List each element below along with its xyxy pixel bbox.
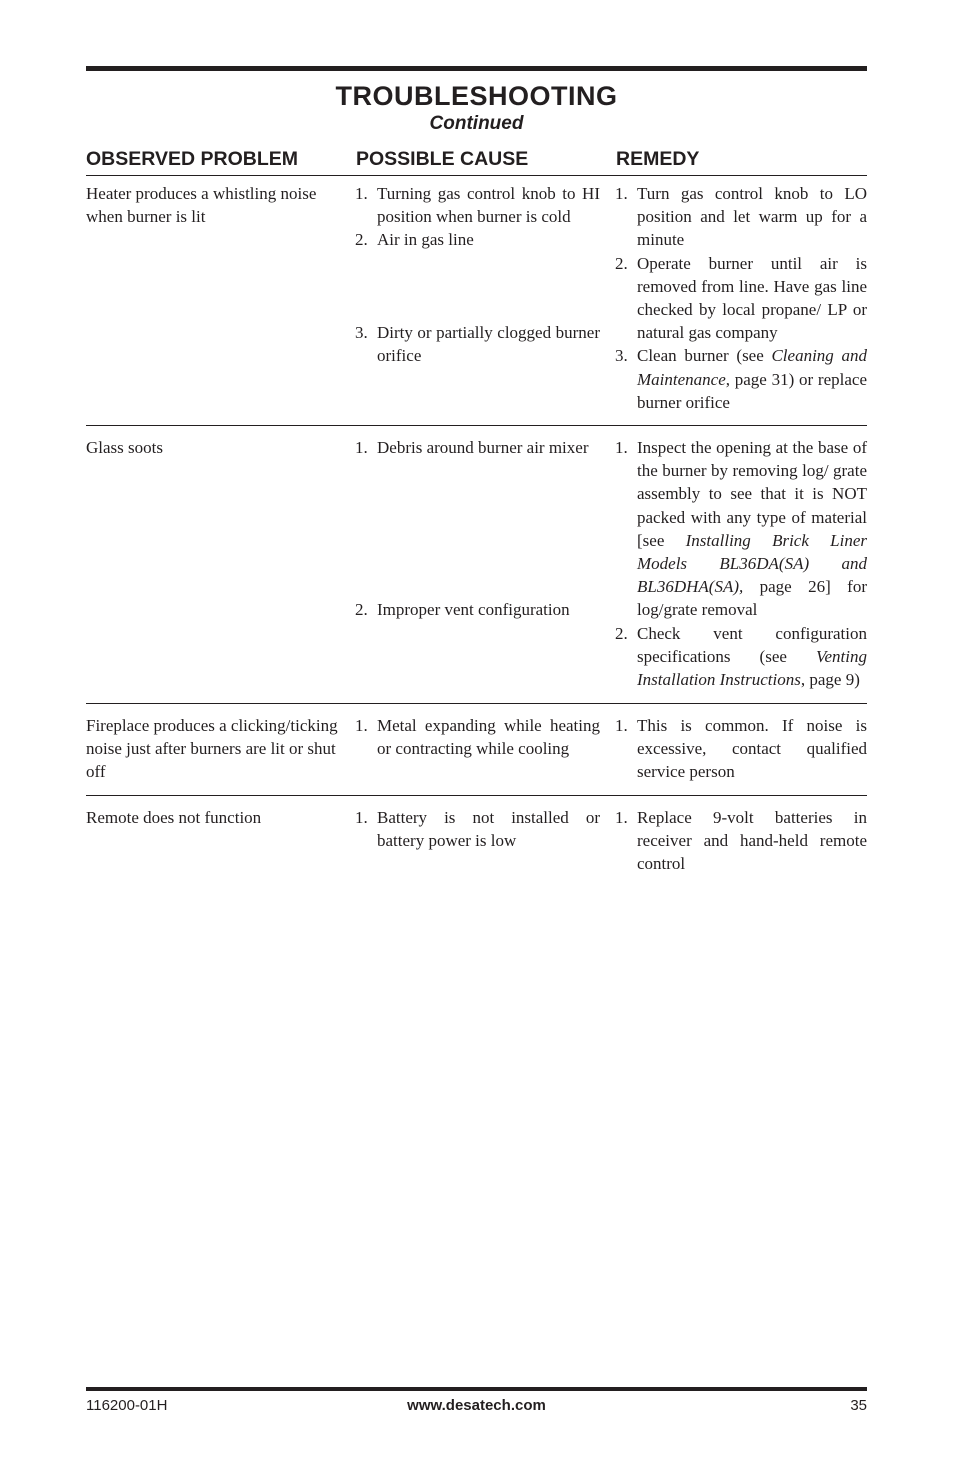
remedy-text: Check vent configuration specifications (see Venting Installation Instructions, page 9): [637, 623, 867, 690]
observed-problem: Heater produces a whistling noise when burner is lit: [86, 184, 317, 227]
remedy-item: 1. This is common. If noise is excessive, contact qualified service person: [615, 714, 867, 784]
remedy-text: Operate burner until air is removed from line. Have gas line checked by local propane/ LP or natural gas company: [637, 253, 867, 343]
page-subtitle: Continued: [429, 113, 524, 134]
remedy-list: [615, 436, 867, 691]
cause-list: [355, 436, 600, 622]
remedy-item: 2. Operate burner until air is removed from line. Have gas line checked by local propane/ LP or natural gas company: [615, 252, 867, 345]
document-number: 116200-01H: [86, 1397, 168, 1414]
header-rule: [86, 175, 867, 176]
row-divider: [86, 795, 867, 796]
remedy-text: Inspect the opening at the base of the burner by removing log/ grate assembly to see that it is NOT packed with any type of material [see Installing Brick Liner Models BL36DA(SA) and BL36DHA(SA), page 26] for log/grate removal: [637, 438, 867, 620]
remedy-text: This is common. If noise is excessive, contact qualified service person: [637, 716, 867, 782]
column-header-cause: POSSIBLE CAUSE: [356, 148, 529, 170]
remedy-text: Replace 9-volt batteries in receiver and hand-held remote control: [637, 808, 867, 874]
cause-item: 1. Metal expanding while heating or contracting while cooling: [355, 714, 600, 760]
observed-problem: Glass soots: [86, 438, 163, 457]
column-header-remedy: REMEDY: [616, 148, 700, 170]
page-number: 35: [850, 1397, 867, 1414]
remedy-list: [615, 806, 867, 876]
observed-problem: Fireplace produces a clicking/ticking noise just after burners are lit or shut off: [86, 716, 338, 782]
cause-list: [355, 714, 600, 760]
page-title: TROUBLESHOOTING: [335, 81, 618, 111]
remedy-text: Turn gas control knob to LO position and let warm up for a minute: [637, 184, 867, 250]
cause-text: Turning gas control knob to HI position when burner is cold: [377, 184, 600, 227]
cause-list: [355, 806, 600, 852]
remedy-list: [615, 182, 867, 414]
cause-text: Battery is not installed or battery power is low: [377, 808, 600, 851]
remedy-item: 1. Turn gas control knob to LO position and let warm up for a minute: [615, 182, 867, 252]
cause-text: Dirty or partially clogged burner orifice: [377, 323, 600, 366]
cause-item: 3. Dirty or partially clogged burner orifice: [355, 321, 600, 367]
cause-text: Improper vent configuration: [377, 600, 570, 620]
remedy-item: 2. Check vent configuration specifications (see Venting Installation Instructions, page 9): [615, 622, 867, 692]
cause-item: 1. Battery is not installed or battery power is low: [355, 806, 600, 852]
remedy-item: 1. Inspect the opening at the base of the burner by removing log/ grate assembly to see that it is NOT packed with any type of material [see Installing Brick Liner Models BL36DA(SA) and BL36DHA(SA), page 26] for log/grate removal: [615, 436, 867, 622]
top-rule: [86, 66, 867, 71]
website-url: www.desatech.com: [407, 1397, 546, 1414]
cause-text: Air in gas line: [377, 230, 474, 250]
row-divider: [86, 425, 867, 426]
footer-rule: [86, 1387, 867, 1391]
cause-text: Metal expanding while heating or contracting while cooling: [377, 716, 600, 759]
remedy-text: Clean burner (see Cleaning and Maintenance, page 31) or replace burner orifice: [637, 346, 867, 412]
cause-item: 2. Improper vent configuration: [355, 598, 600, 621]
cause-item: 1. Turning gas control knob to HI position when burner is cold: [355, 182, 600, 228]
observed-problem: Remote does not function: [86, 808, 262, 827]
cause-item: 2. Air in gas line: [355, 228, 600, 251]
column-header-problem: OBSERVED PROBLEM: [86, 148, 299, 170]
remedy-list: [615, 714, 867, 784]
cause-list: [355, 182, 600, 368]
remedy-item: 3. Clean burner (see Cleaning and Maintenance, page 31) or replace burner orifice: [615, 344, 867, 414]
cause-item: 1. Debris around burner air mixer: [355, 436, 600, 459]
row-divider: [86, 703, 867, 704]
cause-text: Debris around burner air mixer: [377, 438, 589, 457]
remedy-item: 1. Replace 9-volt batteries in receiver and hand-held remote control: [615, 806, 867, 876]
